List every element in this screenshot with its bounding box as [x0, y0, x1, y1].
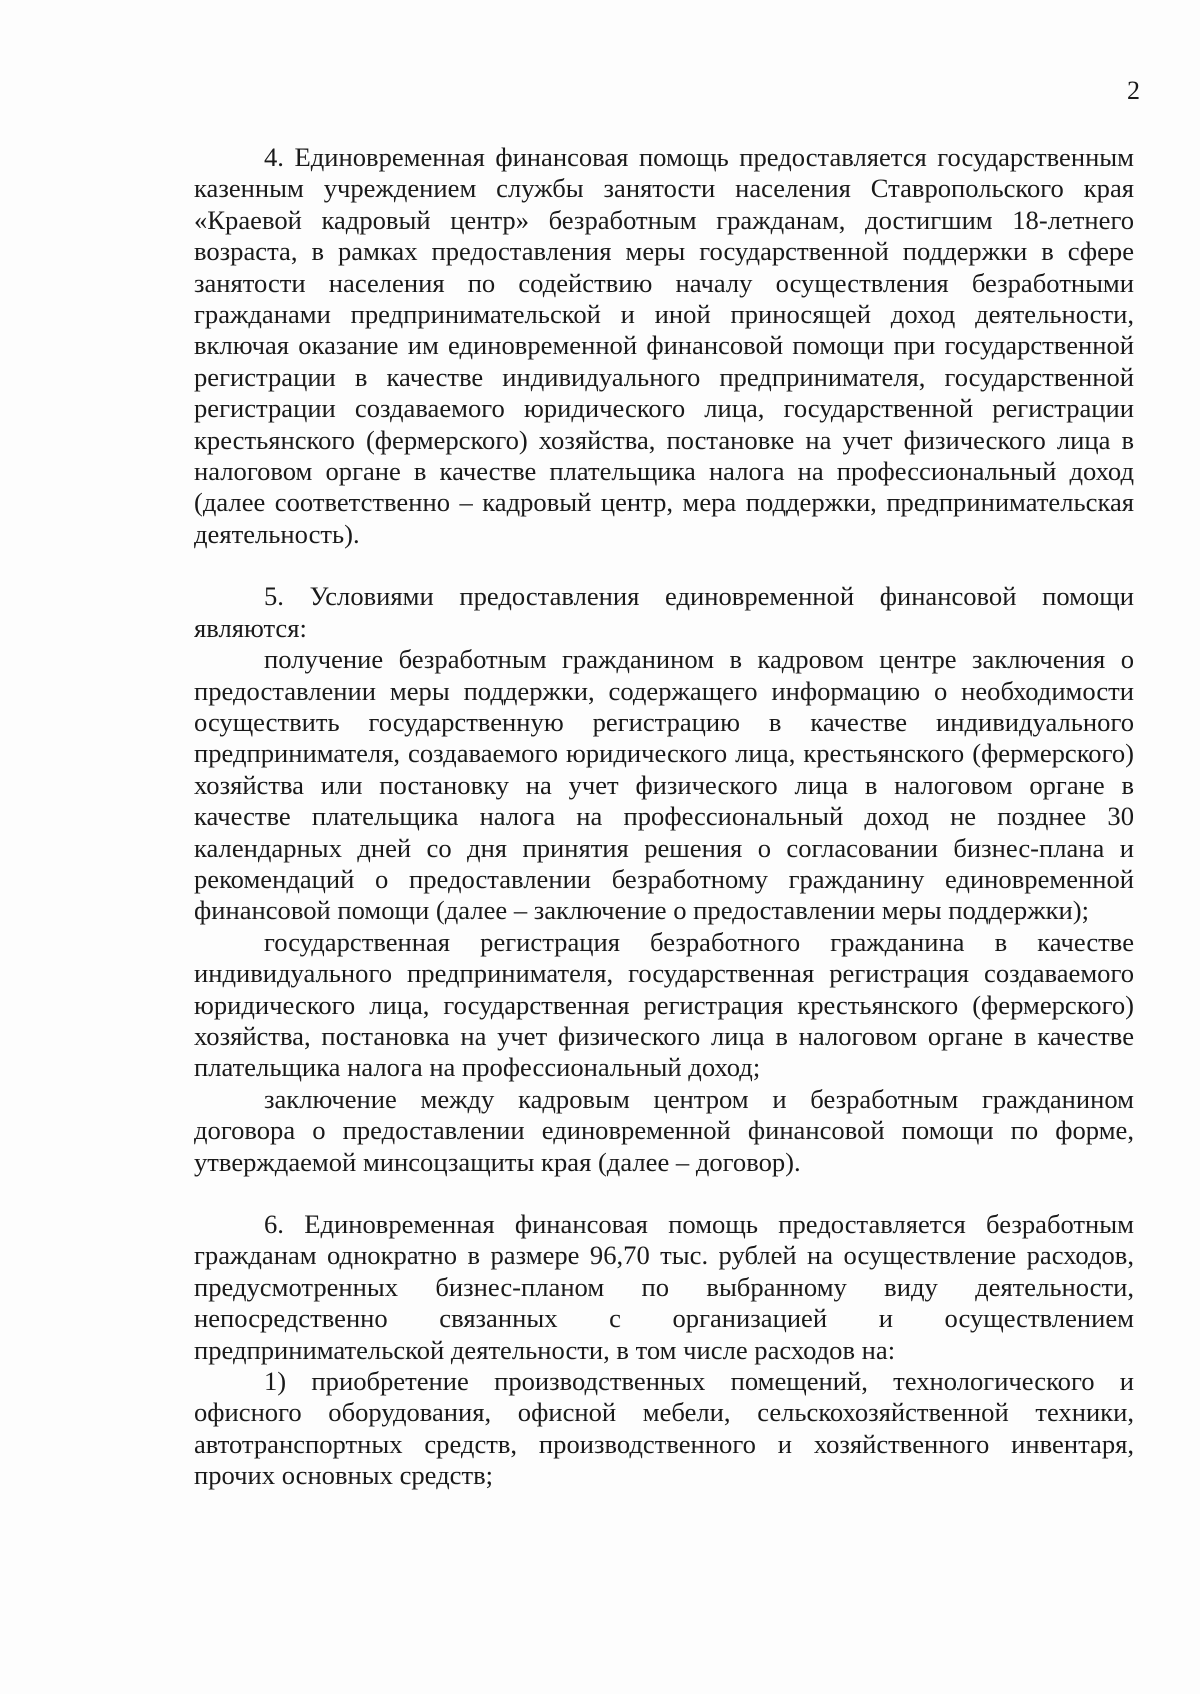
paragraph-5-condition-2: государственная регистрация безработного гражданина в качестве индивидуального предпринимателя, государственная регистрация создаваемого юридического лица, государственная регистрация крестьянского (фермерского) хозяйства, постановка на учет физического лица в налоговом органе в качестве плательщика налога на профессиональный доход; [194, 926, 1134, 1083]
page-number: 2 [1127, 76, 1140, 105]
paragraph-4: 4. Единовременная финансовая помощь предоставляется государственным казенным учреждением службы занятости населения Ставропольского края «Краевой кадровый центр» безработным гражданам, достигшим 18-летнего возраста, в рамках предоставления меры государственной поддержки в сфере занятости населения по содействию началу осуществления безработными гражданами предпринимательской и иной приносящей доход деятельности, включая оказание им единовременной финансовой помощи при государственной регистрации в качестве индивидуального предпринимателя, государственной регистрации создаваемого юридического лица, государственной регистрации крестьянского (фермерского) хозяйства, постановке на учет физического лица в налоговом органе в качестве плательщика налога на профессиональный доход (далее соответственно – кадровый центр, мера поддержки, предпринимательская деятельность). [194, 142, 1134, 549]
paragraph-gap [194, 550, 1134, 581]
paragraph-6: 6. Единовременная финансовая помощь предоставляется безработным гражданам однократно в размере 96,70 тыс. рублей на осуществление расходов, предусмотренных бизнес-планом по выбранному виду деятельности, непосредственно связанных с организацией и осуществлением предпринимательской деятельности, в том числе расходов на: [194, 1209, 1134, 1365]
paragraph-5-condition-1: получение безработным гражданином в кадровом центре заключения о предоставлении меры поддержки, содержащего информацию о необходимости осуществить государственную регистрацию в качестве индивидуального предпринимателя, создаваемого юридического лица, крестьянского (фермерского) хозяйства или постановку на учет физического лица в налоговом органе в качестве плательщика налога на профессиональный доход не позднее 30 календарных дней со дня принятия решения о согласовании бизнес-плана и рекомендаций о предоставлении безработному гражданину единовременной финансовой помощи (далее – заключение о предоставлении меры поддержки); [194, 644, 1134, 926]
document-body [194, 142, 1134, 1492]
paragraph-5: 5. Условиями предоставления единовременной финансовой помощи являются: [194, 581, 1134, 643]
paragraph-5-condition-3: заключение между кадровым центром и безработным гражданином договора о предоставлении единовременной финансовой помощи по форме, утверждаемой минсоцзащиты края (далее – договор). [194, 1083, 1134, 1177]
paragraph-6-item-1: 1) приобретение производственных помещений, технологического и офисного оборудования, офисной мебели, сельскохозяйственной техники, автотранспортных средств, производственного и хозяйственного инвентаря, прочих основных средств; [194, 1366, 1134, 1491]
paragraph-gap [194, 1178, 1134, 1209]
